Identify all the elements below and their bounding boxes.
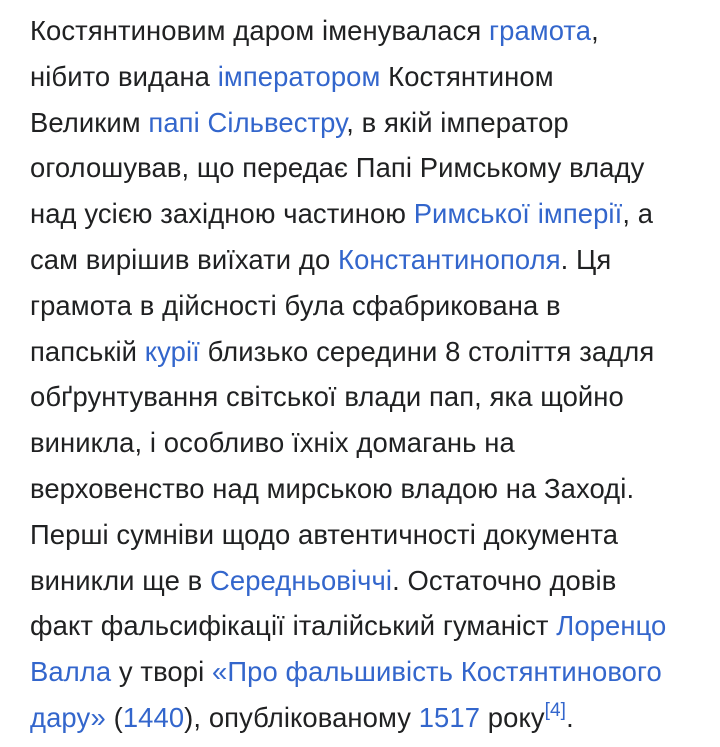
article-text: Великим [30, 106, 149, 138]
text-line [30, 420, 696, 466]
article-link[interactable]: папі Сільвестру [148, 106, 347, 138]
article-text: верховенство над мирською владою на Заході. [30, 472, 635, 504]
article-text: оголошував, що передає Папі Римському владу [30, 152, 645, 184]
text-line [30, 100, 696, 146]
article-link[interactable]: Римської імперії [413, 198, 623, 230]
text-line [30, 8, 696, 54]
article-link[interactable]: Середньовіччі [210, 564, 393, 596]
article-text: ), опублікованому [184, 701, 419, 733]
text-line [30, 512, 696, 558]
article-text: над усією західною частиною [30, 198, 414, 230]
article-text: обґрунтування світської влади пап, яка щойно [30, 381, 624, 413]
article-link[interactable]: Лоренцо [556, 610, 667, 642]
text-line [30, 283, 696, 329]
article-link[interactable]: «Про фальшивість Костянтинового [211, 656, 662, 688]
text-line [30, 603, 696, 649]
article-link[interactable]: курії [144, 335, 200, 367]
text-line [30, 329, 696, 375]
text-line [30, 191, 696, 237]
article-text: , [591, 15, 599, 46]
article-link[interactable]: Константинополя [338, 243, 561, 275]
text-line [30, 374, 696, 420]
article-text: близько середини 8 століття задля [199, 335, 655, 367]
text-line [30, 558, 696, 604]
article-text: , в якій імператор [346, 106, 569, 138]
article-link[interactable]: дару» [30, 701, 106, 733]
text-line [30, 145, 696, 191]
article-link[interactable]: 1440 [122, 701, 185, 733]
article-text: ( [105, 701, 123, 733]
citation-link[interactable]: [4] [544, 699, 567, 721]
article-text: нібито видана [30, 60, 218, 92]
article-text: грамота в дійсності була сфабрикована в [30, 289, 561, 321]
article-link[interactable]: імператором [217, 60, 381, 92]
article-text: сам вирішив виїхати до [30, 243, 339, 275]
article-text: . Ця [560, 243, 612, 275]
article-text: , а [622, 198, 654, 230]
text-line [30, 649, 696, 695]
citation-reference [545, 700, 566, 721]
article-text: виникла, і особливо їхніх домагань на [30, 427, 515, 459]
article-link[interactable]: грамота [489, 15, 592, 46]
article-paragraph [30, 8, 696, 741]
article-text: факт фальсифікації італійський гуманіст [30, 610, 557, 642]
article-text: у творі [111, 656, 212, 688]
article-link[interactable]: 1517 [418, 701, 481, 733]
article-text: Костянтиновим даром іменувалася [30, 15, 490, 46]
article-text: Перші сумніви щодо автентичності документа [30, 518, 619, 550]
article-text: виникли ще в [30, 564, 210, 596]
article-text: . Остаточно довів [392, 564, 617, 596]
article-text: Костянтином [380, 60, 554, 92]
article-link[interactable]: Валла [30, 656, 112, 688]
text-line [30, 237, 696, 283]
article-text: папській [30, 335, 145, 367]
article-text: року [480, 701, 545, 733]
article-text: . [566, 701, 574, 733]
text-line [30, 695, 696, 741]
text-line [30, 466, 696, 512]
text-line [30, 54, 696, 100]
